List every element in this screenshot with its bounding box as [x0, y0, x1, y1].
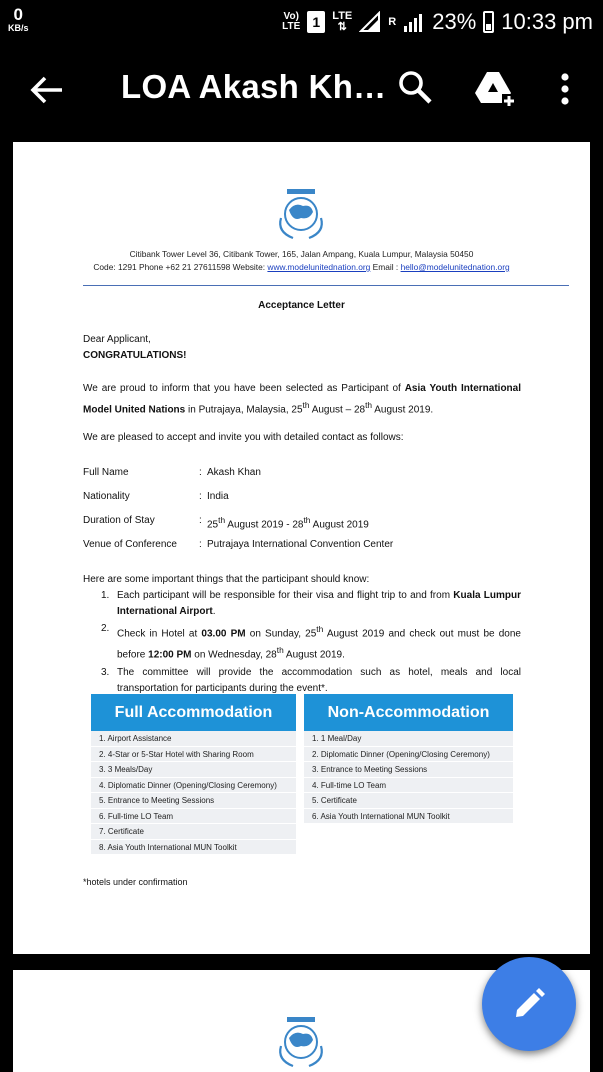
sim-slot-icon: 1 — [307, 11, 325, 33]
list-item: 3. Entrance to Meeting Sessions — [304, 762, 513, 778]
more-vert-icon — [550, 68, 580, 110]
network-speed — [8, 6, 29, 33]
salutation: Dear Applicant, — [83, 334, 151, 345]
edit-fab-button[interactable] — [482, 957, 576, 1051]
field-colon: : — [199, 467, 202, 478]
item2-text-a: Check in Hotel at — [117, 628, 202, 640]
drive-add-icon — [474, 68, 516, 108]
email-link[interactable]: hello@modelunitednation.org — [400, 262, 510, 272]
pdf-viewer[interactable] — [0, 136, 603, 1072]
roaming-indicator — [388, 17, 396, 28]
important-list — [83, 588, 521, 698]
intro-text-e: August 2019. — [372, 404, 434, 416]
globe-laurel-logo — [271, 184, 331, 242]
search-icon — [396, 68, 436, 108]
list-number: 3. — [101, 666, 110, 678]
list-item: 7. Certificate — [91, 824, 296, 840]
intro-text-d: August – 28 — [309, 404, 366, 416]
item3-text: The committee will provide the accommodation such as hotel, meals and local transportation for participants during the event*. — [117, 666, 521, 694]
checkout-time: 12:00 PM — [148, 649, 192, 661]
non-accommodation-box — [304, 694, 513, 824]
network-speed-unit: KB/s — [8, 23, 29, 33]
globe-laurel-logo — [271, 1012, 331, 1070]
field-colon: : — [199, 491, 202, 502]
status-bar — [0, 0, 603, 44]
sup-th: th — [365, 400, 373, 410]
list-item: 6. Asia Youth International MUN Toolkit — [304, 809, 513, 825]
list-item: 2. Diplomatic Dinner (Opening/Closing Ceremony) — [304, 747, 513, 763]
full-accommodation-box — [91, 694, 296, 855]
item2-text-g: August 2019. — [283, 649, 345, 661]
header-divider — [83, 285, 569, 286]
roaming-label: R — [388, 15, 397, 28]
field-colon: : — [199, 539, 202, 550]
list-item — [83, 621, 521, 664]
field-label: Duration of Stay — [83, 515, 155, 526]
full-accommodation-title: Full Accommodation — [91, 694, 296, 731]
letter-title: Acceptance Letter — [258, 300, 345, 311]
list-intro: Here are some important things that the participant should know: — [83, 574, 370, 585]
address-contact: Code: 1291 Phone +62 21 27611598 Website: — [93, 262, 268, 272]
list-item: 3. 3 Meals/Day — [91, 762, 296, 778]
list-item — [83, 665, 521, 697]
field-value: Putrajaya International Convention Center — [207, 539, 394, 550]
volte-indicator: Vo) LTE — [282, 11, 301, 32]
battery-icon — [483, 11, 494, 33]
intro-text-c: in Putrajaya, Malaysia, 25 — [185, 404, 303, 416]
field-value: Akash Khan — [207, 467, 261, 478]
event-name: Asia Youth International Model United Nations — [83, 383, 521, 416]
battery-percent: 23% — [432, 9, 477, 34]
duration-mid: August 2019 - 28 — [225, 519, 304, 531]
airport-name: Kuala Lumpur International Airport — [117, 590, 522, 617]
sup-th: th — [303, 515, 311, 525]
address-line-2 — [13, 262, 590, 272]
list-number: 2. — [101, 623, 110, 634]
list-item: 4. Diplomatic Dinner (Opening/Closing Ceremony) — [91, 778, 296, 794]
footnote: *hotels under confirmation — [83, 877, 188, 887]
network-speed-value: 0 — [13, 5, 23, 24]
search-button[interactable] — [396, 68, 436, 108]
list-number: 1. — [101, 590, 110, 601]
sup-th: th — [316, 624, 324, 634]
item2-text-c: on Sunday, 25 — [245, 628, 317, 640]
clock: 10:33 pm — [501, 9, 593, 34]
lte-arrows-icon: ⇅ — [337, 21, 347, 33]
sup-th: th — [276, 645, 284, 656]
field-value — [207, 515, 369, 530]
more-options-button[interactable] — [550, 68, 580, 110]
lte-indicator — [332, 11, 352, 33]
list-item: 2. 4-Star or 5-Star Hotel with Sharing Room — [91, 747, 296, 763]
list-item: 5. Entrance to Meeting Sessions — [91, 793, 296, 809]
sup-th: th — [302, 400, 310, 410]
add-to-drive-button[interactable] — [474, 68, 516, 108]
checkin-time: 03.00 PM — [201, 628, 246, 640]
app-bar — [0, 44, 603, 136]
field-colon: : — [199, 515, 202, 526]
list-item: 6. Full-time LO Team — [91, 809, 296, 825]
back-button[interactable] — [26, 70, 66, 110]
address-line-1: Citibank Tower Level 36, Citibank Tower, 165, Jalan Ampang, Kuala Lumpur, Malaysia 50450 — [129, 249, 474, 259]
duration-end: August 2019 — [310, 519, 369, 531]
intro-paragraph — [83, 381, 521, 418]
website-link[interactable]: www.modelunitednation.org — [267, 262, 371, 272]
invite-paragraph: We are pleased to accept and invite you with detailed contact as follows: — [83, 432, 404, 443]
field-value: India — [207, 491, 229, 502]
status-icons — [282, 6, 593, 38]
document-title: LOA Akash Kh… — [121, 68, 387, 105]
item2-text-d: August 2019 and check out must be done before — [117, 628, 521, 661]
email-label: Email : — [370, 262, 401, 272]
intro-text-a: We are proud to inform that you have been selected as Participant of — [83, 383, 405, 394]
signal-full-icon — [359, 11, 381, 33]
pdf-page-1 — [13, 142, 590, 954]
field-label: Nationality — [83, 491, 130, 502]
edit-pencil-icon — [512, 987, 546, 1021]
back-arrow-icon — [26, 70, 66, 110]
list-item: 5. Certificate — [304, 793, 513, 809]
lte-label: LTE — [332, 10, 353, 22]
sup-th: th — [218, 515, 226, 525]
list-item — [83, 588, 521, 620]
field-label: Full Name — [83, 467, 129, 478]
list-item: 1. 1 Meal/Day — [304, 731, 513, 747]
field-label: Venue of Conference — [83, 539, 177, 550]
item1-text-c: . — [212, 606, 216, 617]
list-item: 4. Full-time LO Team — [304, 778, 513, 794]
duration-start: 25 — [207, 519, 219, 531]
item1-text-a: Each participant will be responsible for their visa and flight trip to and from — [117, 590, 454, 601]
congratulations: CONGRATULATIONS! — [83, 350, 187, 361]
list-item: 1. Airport Assistance — [91, 731, 296, 747]
list-item: 8. Asia Youth International MUN Toolkit — [91, 840, 296, 856]
signal-bars-icon — [403, 11, 425, 33]
non-accommodation-title: Non-Accommodation — [304, 694, 513, 731]
item2-text-f: on Wednesday, 28 — [191, 649, 277, 661]
